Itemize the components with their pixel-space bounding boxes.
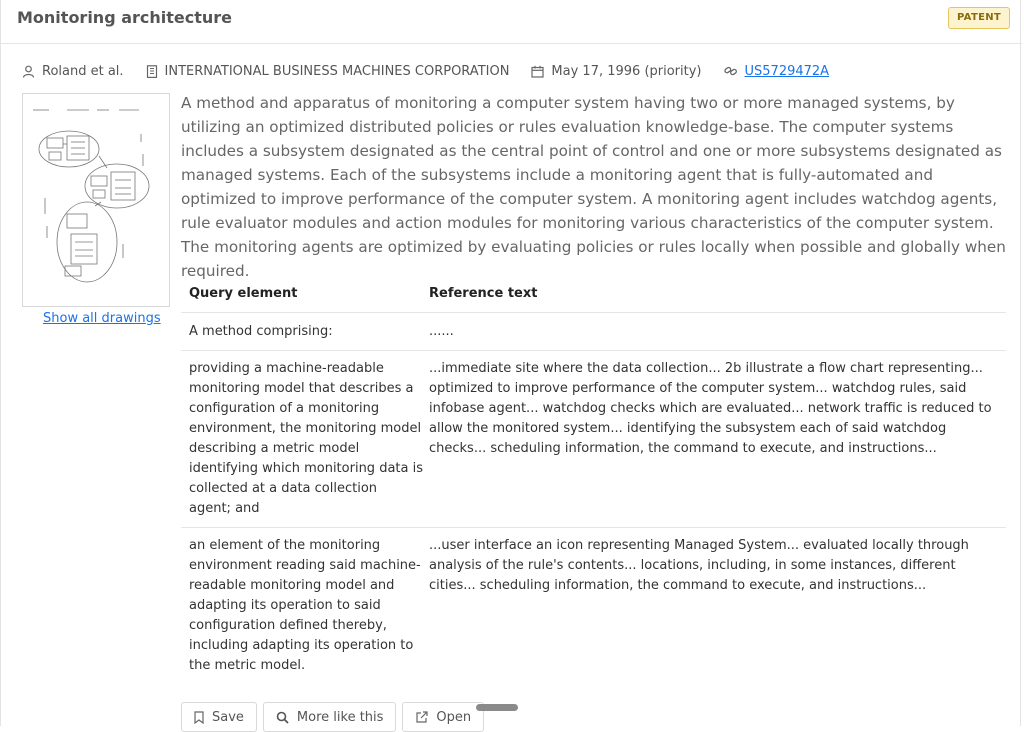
action-bar — [181, 702, 490, 732]
abstract-text: A method and apparatus of monitoring a computer system having two or more managed systems, by utilizing an optimized distributed policies or rules evaluation knowledge-base. The computer systems includes a subsystem designated as the central point of control and one or more subsystems designated as managed systems. Each of the subsystems include a monitoring agent that is fully-automated and optimized to improve performance of the computer system. A monitoring agent includes watchdog agents, rule evaluator modules and action modules for monitoring various characteristics of the computer system. The monitoring agents are optimized by evaluating policies or rules locally when possible and globally when required. — [181, 94, 1006, 280]
external-link-icon — [415, 711, 428, 724]
more-like-this-label: More like this — [296, 709, 384, 725]
table-header-row — [181, 275, 1006, 313]
table-row — [181, 313, 1006, 351]
meta-row — [22, 61, 851, 81]
scroll-handle[interactable] — [476, 704, 518, 711]
reference-cell: ...... — [429, 323, 454, 339]
save-button[interactable] — [181, 702, 257, 732]
building-icon — [146, 65, 158, 78]
patent-drawing-image — [23, 94, 169, 306]
query-cell: an element of the monitoring environment reading said machine-readable monitoring model and adapting its operation to said configuration defined thereby, including adapting its operation to the metric model. — [189, 538, 421, 673]
search-icon — [276, 711, 289, 724]
priority-date — [531, 64, 701, 79]
header-query-element: Query element — [189, 286, 298, 301]
table-row — [181, 528, 1006, 676]
patent-badge: PATENT — [948, 7, 1010, 29]
patent-number — [724, 64, 830, 79]
table-row — [181, 351, 1006, 528]
more-like-this-button[interactable] — [263, 702, 397, 732]
assignee-text: INTERNATIONAL BUSINESS MACHINES CORPORATION — [164, 63, 510, 79]
drawing-thumbnail[interactable] — [22, 93, 170, 307]
reference-cell: ...immediate site where the data collection... 2b illustrate a flow chart representing... optimized to improve performance of the computer system... watchdog rules, said infobase agent... watchdog checks which are evaluated... network traffic is reduced to allow the monitored system... identifying the subsystem each of said watchdog checks... scheduling information, the command to execute, and instructions... — [429, 361, 992, 456]
open-button[interactable] — [402, 702, 484, 732]
query-cell: providing a machine-readable monitoring model that describes a configuration of a monitoring environment, the monitoring model describing a metric model identifying which monitoring data is collected at a data collection agent; and — [189, 361, 423, 516]
date-text: May 17, 1996 (priority) — [551, 63, 702, 79]
reference-cell: ...user interface an icon representing Managed System... evaluated locally through analysis of the rule's contents... locations, including, in some instances, different cities... scheduling information, the command to execute, and instructions... — [429, 538, 969, 593]
bookmark-icon — [194, 711, 204, 724]
person-icon — [22, 65, 35, 78]
inventors — [22, 64, 124, 79]
result-title[interactable]: Monitoring architecture — [17, 8, 233, 27]
inventors-text: Roland et al. — [42, 63, 124, 79]
query-table — [181, 275, 1006, 676]
open-label: Open — [436, 709, 472, 725]
patent-number-link[interactable]: US5729472A — [744, 63, 830, 79]
assignee — [146, 64, 510, 79]
header-reference-text: Reference text — [429, 286, 538, 301]
link-icon — [724, 65, 738, 77]
save-label: Save — [212, 709, 244, 725]
calendar-icon — [531, 65, 544, 78]
show-all-drawings-link[interactable]: Show all drawings — [43, 311, 161, 326]
card-header — [0, 0, 1022, 44]
query-cell: A method comprising: — [189, 323, 333, 339]
